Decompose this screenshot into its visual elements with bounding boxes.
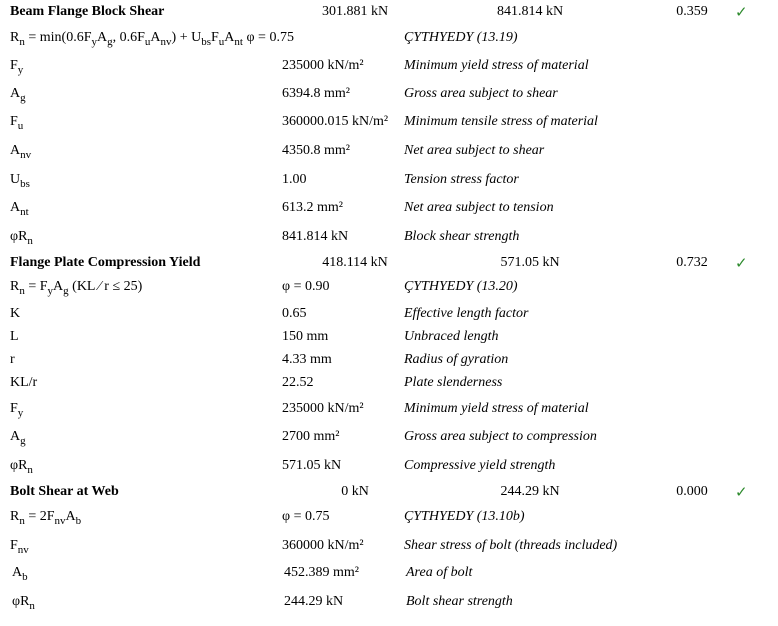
param-value: 841.814 kN xyxy=(282,229,349,244)
param-desc: Area of bolt xyxy=(406,565,473,580)
param-symbol: $\varphi R_n$ xyxy=(10,229,33,247)
param-symbol: $U_{bs}$ xyxy=(10,172,30,190)
param-row xyxy=(0,171,778,195)
param-value: 150 mm xyxy=(282,329,329,344)
param-desc: Block shear strength xyxy=(404,229,520,244)
section-title: Flange Plate Compression Yield xyxy=(10,255,201,270)
param-value: 360000 kN/m² xyxy=(282,538,364,553)
ratio-value: 0.732 xyxy=(676,255,708,270)
param-symbol: L xyxy=(10,329,19,344)
param-value: 235000 kN/m² xyxy=(282,401,364,416)
param-symbol: $F_y$ xyxy=(10,401,24,419)
formula-text: $\min(0.6F_yA_g$, $0.6F_uA_{nv}) + U_{bs}F_uA_{nt}$ xyxy=(39,30,243,48)
param-row xyxy=(0,199,778,223)
param-value: 0.65 xyxy=(282,306,307,321)
param-desc: Net area subject to shear xyxy=(404,143,545,158)
check-mark-icon: ✓ xyxy=(735,483,748,501)
param-symbol: K xyxy=(10,306,21,321)
code-reference: ÇYTHYEDY (13.19) xyxy=(404,30,518,45)
param-symbol: $A_g$ xyxy=(10,429,26,447)
param-desc: Unbraced length xyxy=(404,329,499,344)
param-symbol: $A_{nt}$ xyxy=(10,200,29,218)
param-value: 244.29 kN xyxy=(284,594,344,609)
param-row xyxy=(0,113,778,137)
param-value: 22.52 xyxy=(282,375,314,390)
param-row xyxy=(0,85,778,109)
formula-row xyxy=(0,508,778,532)
param-desc: Bolt shear strength xyxy=(406,594,513,609)
section-header-flange-plate-compression-yield xyxy=(0,254,778,278)
formula: $R_n = 2F_{nv}A_b$ xyxy=(10,509,82,527)
param-row xyxy=(0,564,778,588)
param-desc: Tension stress factor xyxy=(404,172,519,187)
param-desc: Plate slenderness xyxy=(404,375,503,390)
param-desc: Radius of gyration xyxy=(404,352,509,367)
code-reference: ÇYTHYEDY (13.20) xyxy=(404,279,518,294)
phi-factor: φ = 0.75 xyxy=(246,30,294,45)
param-symbol: $A_b$ xyxy=(12,565,28,583)
check-mark-icon: ✓ xyxy=(735,254,748,272)
formula-row xyxy=(0,278,778,302)
param-value: 4.33 mm xyxy=(282,352,332,367)
section-title: Bolt Shear at Web xyxy=(10,484,119,499)
formula: $R_n = F_yA_g$ (KL ⁄ r ≤ 25) xyxy=(10,279,143,297)
phi-factor: φ = 0.90 xyxy=(282,279,330,294)
param-desc: Compressive yield strength xyxy=(404,458,556,473)
param-row xyxy=(0,374,778,398)
param-desc: Gross area subject to shear xyxy=(404,86,558,101)
section-header-beam-flange-block-shear xyxy=(0,3,778,27)
param-desc: Minimum yield stress of material xyxy=(404,58,589,73)
param-row xyxy=(0,400,778,424)
param-row xyxy=(0,305,778,329)
demand-value: 0 kN xyxy=(341,484,369,499)
param-value: 571.05 kN xyxy=(282,458,342,473)
param-value: 613.2 mm² xyxy=(282,200,343,215)
param-value: 4350.8 mm² xyxy=(282,143,350,158)
param-symbol: $A_{nv}$ xyxy=(10,143,32,161)
ratio-value: 0.359 xyxy=(676,4,708,19)
capacity-value: 244.29 kN xyxy=(500,484,560,499)
param-value: 1.00 xyxy=(282,172,307,187)
param-value: 235000 kN/m² xyxy=(282,58,364,73)
param-symbol: r xyxy=(10,352,15,367)
param-row xyxy=(0,457,778,481)
param-value: 452.389 mm² xyxy=(284,565,359,580)
param-symbol: $\varphi R_n$ xyxy=(12,594,35,612)
demand-value: 301.881 kN xyxy=(321,4,389,19)
phi-factor: φ = 0.75 xyxy=(282,509,330,524)
param-desc: Minimum tensile stress of material xyxy=(404,114,598,129)
check-mark-icon: ✓ xyxy=(735,3,748,21)
param-row xyxy=(0,593,778,617)
param-symbol: $F_y$ xyxy=(10,58,24,76)
formula: $R_n = \min(0.6F_yA_g$, $0.6F_uA_{nv}) + U_{bs}F_uA_{nt}$ φ = 0.75 xyxy=(10,30,294,48)
param-value: 360000.015 kN/m² xyxy=(282,114,389,129)
param-row xyxy=(0,328,778,352)
param-row xyxy=(0,537,778,561)
param-row xyxy=(0,428,778,452)
param-row xyxy=(0,351,778,375)
param-desc: Shear stress of bolt (threads included) xyxy=(404,538,618,553)
param-symbol: $A_g$ xyxy=(10,86,26,104)
ratio-value: 0.000 xyxy=(676,484,708,499)
demand-value: 418.114 kN xyxy=(322,255,388,270)
capacity-value: 571.05 kN xyxy=(500,255,560,270)
param-row xyxy=(0,228,778,252)
param-symbol: $F_u$ xyxy=(10,114,24,132)
code-reference: ÇYTHYEDY (13.10b) xyxy=(404,509,525,524)
section-title: Beam Flange Block Shear xyxy=(10,4,165,19)
param-symbol: $\varphi R_n$ xyxy=(10,458,33,476)
param-value: 6394.8 mm² xyxy=(282,86,350,101)
capacity-value: 841.814 kN xyxy=(496,4,564,19)
param-symbol: KL/r xyxy=(10,375,38,390)
param-desc: Minimum yield stress of material xyxy=(404,401,589,416)
section-header-bolt-shear-at-web xyxy=(0,483,778,507)
param-desc: Net area subject to tension xyxy=(404,200,554,215)
param-desc: Gross area subject to compression xyxy=(404,429,597,444)
param-row xyxy=(0,57,778,81)
param-row xyxy=(0,142,778,166)
formula-row xyxy=(0,29,778,53)
param-desc: Effective length factor xyxy=(404,306,529,321)
param-value: 2700 mm² xyxy=(282,429,340,444)
param-symbol: $F_{nv}$ xyxy=(10,538,29,556)
